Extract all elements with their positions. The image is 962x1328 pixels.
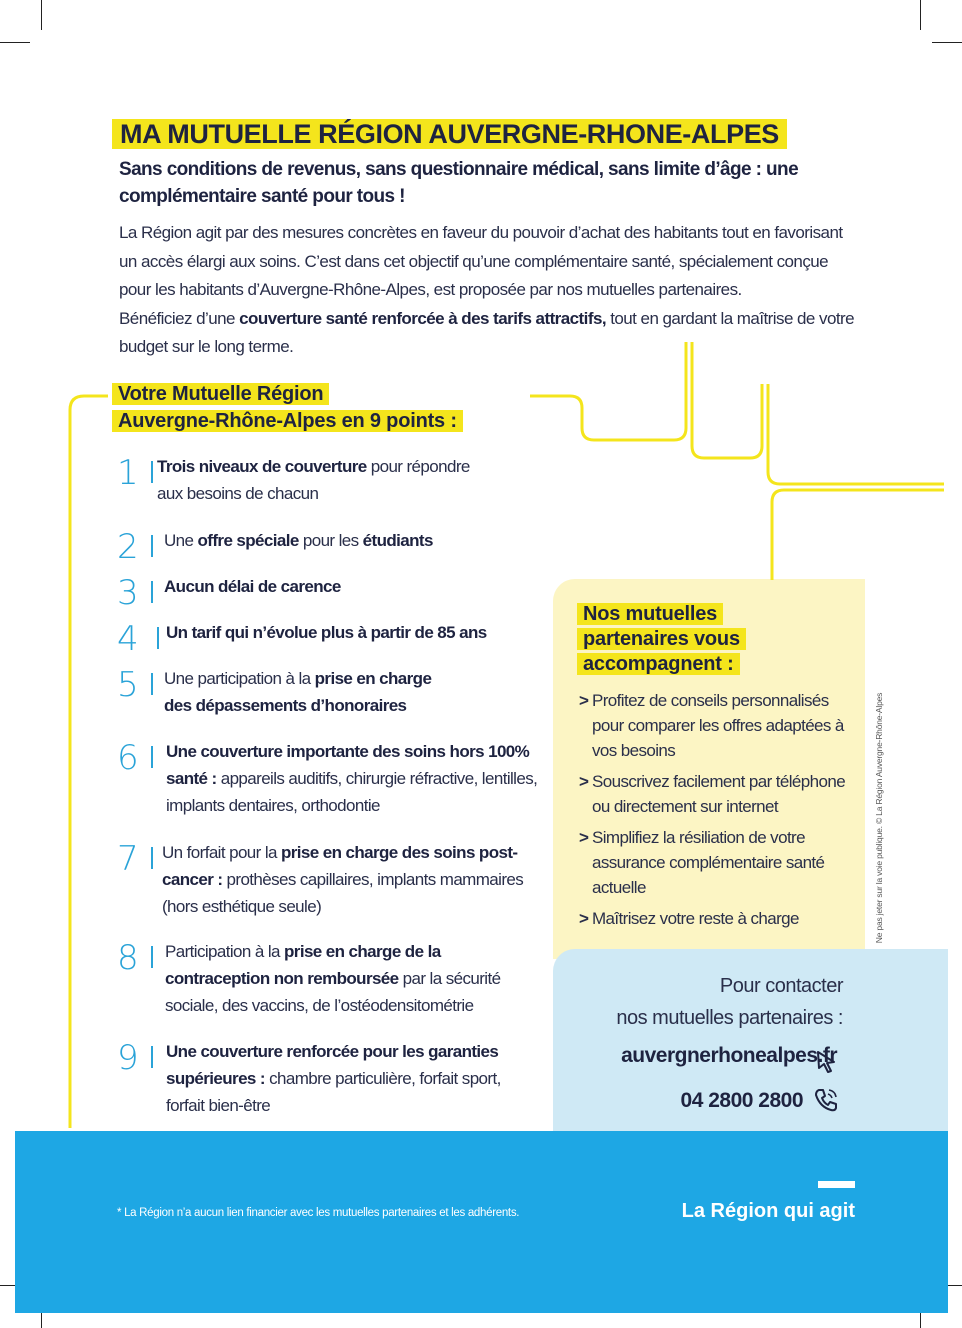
point-text: Participation à la prise en charge de la contraception non remboursée par la sécurité sociale, des vaccins, de l’ostéodensitométrie [165, 942, 501, 1015]
phone-icon [812, 1086, 840, 1114]
point-number: 9 [117, 1038, 139, 1078]
point-number: 6 [117, 738, 139, 778]
phone-number[interactable]: 04 2800 2800 [680, 1089, 803, 1112]
side-legal-note: Ne pas jeter sur la voie publique. © La Région Auvergne-Rhône-Alpes [874, 692, 884, 943]
partners-benefits-list [579, 688, 859, 937]
point-text: Une offre spéciale pour les étudiants [164, 531, 433, 550]
point-divider [151, 673, 153, 695]
point-text: Une participation à la prise en charge des dépassements d’honoraires [164, 669, 432, 715]
point-number: 1 [117, 453, 139, 493]
point-divider [151, 946, 153, 968]
point-divider [157, 627, 159, 649]
point-text: Aucun délai de carence [164, 577, 341, 596]
list-item: > Simplifiez la résiliation de votre assurance complémentaire santé actuelle [579, 825, 859, 900]
chevron-right-icon: > [579, 772, 589, 791]
point-number: 4 [117, 619, 139, 659]
subtitle: Sans conditions de revenus, sans questionnaire médical, sans limite d’âge : une complémentaire santé pour tous ! [119, 159, 799, 207]
list-item: > Maîtrisez votre reste à charge [579, 906, 859, 931]
contact-line2: nos mutuelles partenaires : [616, 1007, 843, 1029]
cursor-click-icon [812, 1047, 840, 1075]
partners-title-line3: accompagnent : [577, 653, 740, 675]
points-title-line1: Votre Mutuelle Région [112, 383, 329, 405]
slogan-dash [818, 1181, 855, 1188]
point-text: Un tarif qui n’évolue plus à partir de 85 ans [166, 623, 487, 642]
chevron-right-icon: > [579, 828, 589, 847]
point-number: 5 [117, 665, 139, 705]
points-section-title [112, 381, 463, 435]
intro-text-1: La Région agit par des mesures concrètes en faveur du pouvoir d’achat des habitants tout en favorisant un accès élargi aux soins. C’est dans cet objectif qu’une complémentaire santé, spécialement conçue pour les habitants d’Auvergne-Rhône-Alpes, est proposée par nos mutuelles partenaires. [119, 223, 843, 299]
point-text: Une couverture importante des soins hors 100% santé : appareils auditifs, chirurgie réfractive, lentilles, implants dentaires, orthodontie [166, 742, 538, 815]
point-divider [151, 535, 153, 557]
point-divider [151, 461, 153, 483]
list-item: > Souscrivez facilement par téléphone ou directement sur internet [579, 769, 859, 819]
contact-line1: Pour contacter [719, 975, 843, 997]
list-item: > Profitez de conseils personnalisés pour comparer les offres adaptées à vos besoins [579, 688, 859, 763]
point-text: Une couverture renforcée pour les garanties supérieures : chambre particulière, forfait sport, forfait bien-être [166, 1042, 501, 1115]
point-number: 8 [117, 938, 139, 978]
point-number: 2 [117, 527, 139, 567]
page-title: MA MUTUELLE RÉGION AUVERGNE-RHONE-ALPES [112, 116, 787, 152]
point-text: Un forfait pour la prise en charge des soins post-cancer : prothèses capillaires, implants mammaires (hors esthétique seule) [162, 843, 524, 916]
point-divider [151, 1046, 153, 1068]
chevron-right-icon: > [579, 909, 589, 928]
region-slogan: La Région qui agit [681, 1200, 855, 1222]
partners-title-line1: Nos mutuelles [577, 603, 723, 625]
point-number: 3 [117, 573, 139, 613]
point-divider [151, 746, 153, 768]
point-divider [151, 847, 153, 869]
intro-text-bold: couverture santé renforcée à des tarifs attractifs, [239, 308, 607, 328]
point-divider [151, 581, 153, 603]
intro-paragraph [119, 219, 859, 362]
footnote: * La Région n’a aucun lien financier avec les mutuelles partenaires et les adhérents. [117, 1207, 520, 1219]
website-link[interactable]: auvergnerhonealpes.fr [621, 1044, 837, 1067]
point-number: 7 [117, 839, 139, 879]
partners-title [577, 602, 746, 677]
chevron-right-icon: > [579, 691, 589, 710]
partners-title-line2: partenaires vous [577, 628, 746, 650]
point-text: Trois niveaux de couverture pour répondre aux besoins de chacun [157, 457, 470, 503]
points-title-line2: Auvergne-Rhône-Alpes en 9 points : [112, 410, 463, 432]
contact-heading [616, 970, 843, 1034]
intro-text-3: tout en gardant la maîtrise de votre budget sur le long terme. [119, 308, 855, 356]
intro-text-2: Bénéficiez d’une [119, 308, 240, 328]
